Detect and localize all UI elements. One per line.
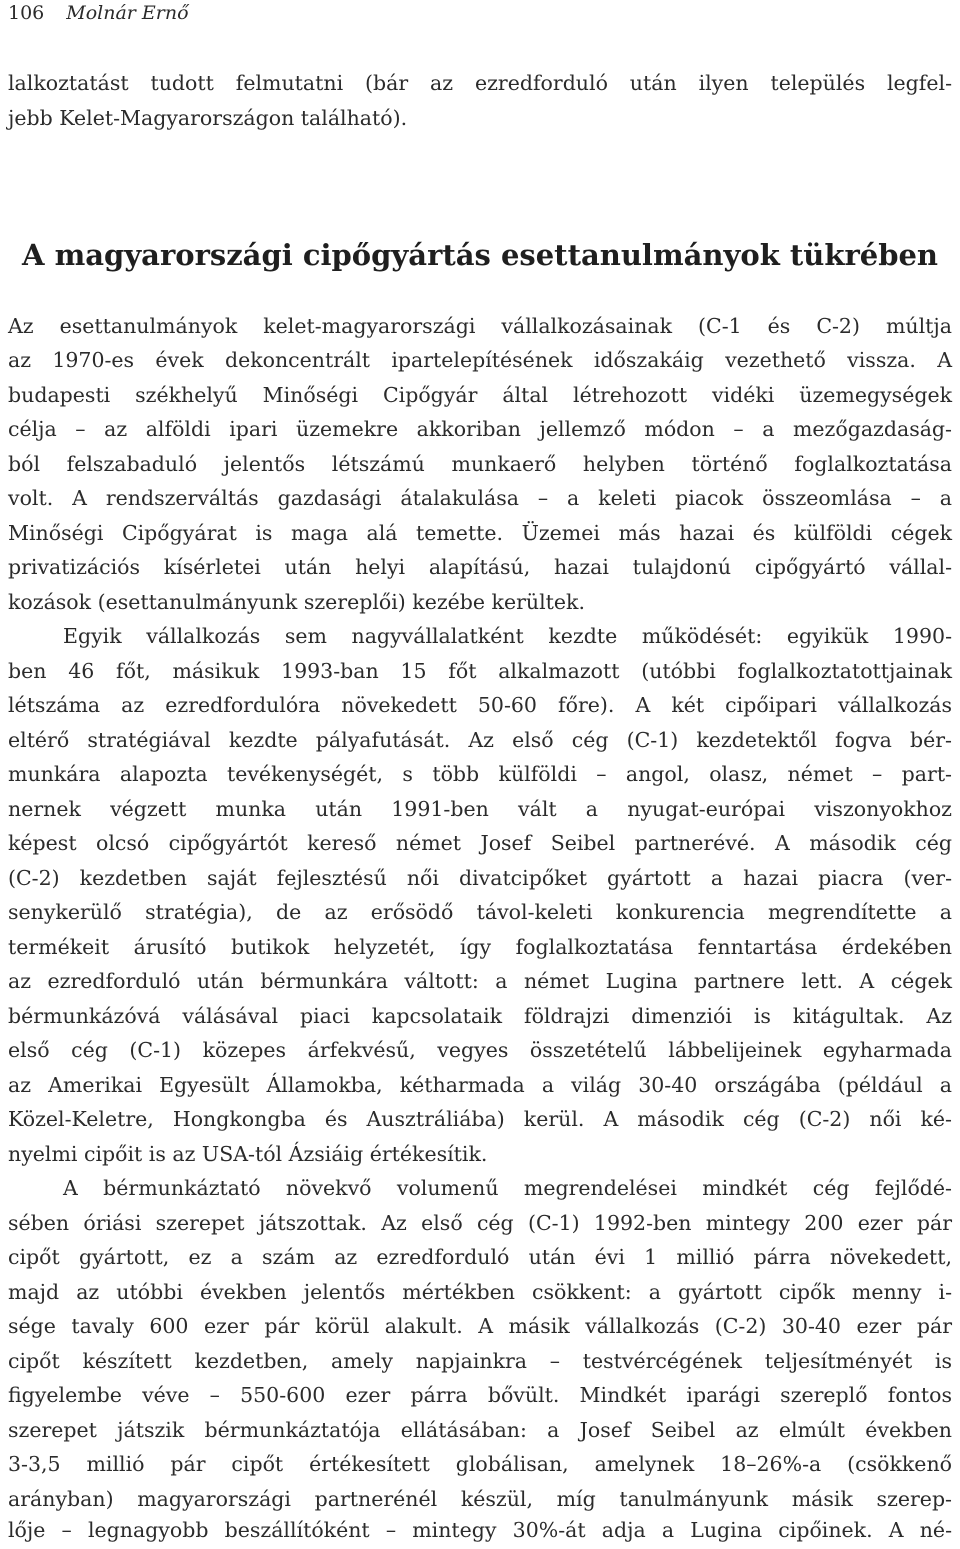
running-author: Molnár Ernő (66, 2, 189, 24)
text-line: szerepet játszik bérmunkáztatója ellátásában: a Josef Seibel az elmúlt években (8, 1418, 952, 1442)
text-line: nernek végzett munka után 1991-ben vált a nyugat-európai viszonyokhoz (8, 797, 952, 821)
running-header (8, 0, 189, 26)
text-line: sége tavaly 600 ezer pár körül alakult. A másik vállalkozás (C-2) 30-40 ezer pár (8, 1314, 952, 1338)
text-line: lője – legnagyobb beszállítóként – mintegy 30%-át adja a Lugina cipőinek. A né- (8, 1518, 952, 1542)
text-line: volt. A rendszerváltás gazdasági átalakulása – a keleti piacok összeomlása – a (8, 486, 952, 510)
text-line: (C-2) kezdetben saját fejlesztésű női divatcipőket gyártott a hazai piacra (ver- (8, 866, 952, 890)
text-line: első cég (C-1) közepes árfekvésű, vegyes összetételű lábbelijeinek egyharmada (8, 1038, 952, 1062)
text-line: létszáma az ezredfordulóra növekedett 50-60 főre). A két cipőipari vállalkozás (8, 693, 952, 717)
text-line: 3-3,5 millió pár cipőt értékesített globálisan, amelynek 18–26%-a (csökkenő (8, 1452, 952, 1476)
text-line: Közel-Keletre, Hongkongba és Ausztráliába) kerül. A második cég (C-2) női ké- (8, 1107, 952, 1131)
text-line: termékeit árusító butikok helyzetét, így foglalkoztatása fenntartása érdekében (8, 935, 952, 959)
text-line: sében óriási szerepet játszottak. Az első cég (C-1) 1992-ben mintegy 200 ezer pár (8, 1211, 952, 1235)
text-line: célja – az alföldi ipari üzemekre akkoriban jellemző módon – a mezőgazdaság- (8, 417, 952, 441)
text-line: ból felszabaduló jelentős létszámú munkaerő helyben történő foglalkoztatása (8, 452, 952, 476)
text-line: nyelmi cipőit is az USA-tól Ázsiáig értékesítik. (8, 1142, 488, 1166)
text-line: eltérő stratégiával kezdte pályafutását. Az első cég (C-1) kezdetektől fogva bér- (8, 728, 952, 752)
text-line: budapesti székhelyű Minőségi Cipőgyár által létrehozott vidéki üzemegységek (8, 383, 952, 407)
text-line: munkára alapozta tevékenységét, s több külföldi – angol, olasz, német – part- (8, 762, 952, 786)
text-line: az 1970-es évek dekoncentrált ipartelepítésének időszakáig vezethető vissza. A (8, 348, 952, 372)
text-line: privatizációs kísérletei után helyi alapítású, hazai tulajdonú cipőgyártó vállal- (8, 555, 952, 579)
text-line: Az esettanulmányok kelet-magyarországi vállalkozásainak (C-1 és C-2) múltja (8, 314, 952, 338)
text-line: senykerülő stratégia), de az erősödő távol-keleti konkurencia megrendítette a (8, 900, 952, 924)
text-line: majd az utóbbi években jelentős mértékben csökkent: a gyártott cipők menny i- (8, 1280, 952, 1304)
text-line: A bérmunkáztató növekvő volumenű megrendelései mindkét cég fejlődé- (63, 1176, 952, 1200)
text-line: bérmunkázóvá válásával piaci kapcsolataik földrajzi dimenziói is kitágultak. Az (8, 1004, 952, 1028)
page-number: 106 (8, 2, 45, 24)
text-line: az Amerikai Egyesült Államokba, kétharmada a világ 30-40 országába (például a (8, 1073, 952, 1097)
text-line: lalkoztatást tudott felmutatni (bár az ezredforduló után ilyen település legfel- (8, 71, 952, 95)
text-line: figyelembe véve – 550-600 ezer párra bővült. Mindkét iparági szereplő fontos (8, 1383, 952, 1407)
text-line: ben 46 főt, másikuk 1993-ban 15 főt alkalmazott (utóbbi foglalkoztatottjainak (8, 659, 952, 683)
text-line: kozások (esettanulmányunk szereplői) kezébe kerültek. (8, 590, 585, 614)
text-line: jebb Kelet-Magyarországon található). (8, 106, 408, 130)
text-line: arányban) magyarországi partnerénél készül, míg tanulmányunk másik szerep- (8, 1487, 952, 1511)
text-line: cipőt gyártott, ez a szám az ezredforduló után évi 1 millió párra növekedett, (8, 1245, 952, 1269)
text-line: Minőségi Cipőgyárat is maga alá temette. Üzemei más hazai és külföldi cégek (8, 521, 952, 545)
section-heading: A magyarországi cipőgyártás esettanulmányok tükrében (21, 238, 939, 272)
text-line: cipőt készített kezdetben, amely napjainkra – testvércégének teljesítményét is (8, 1349, 952, 1373)
text-line: Egyik vállalkozás sem nagyvállalatként kezdte működését: egyikük 1990- (63, 624, 952, 648)
text-line: az ezredforduló után bérmunkára váltott: a német Lugina partnere lett. A cégek (8, 969, 952, 993)
text-line: képest olcsó cipőgyártót kereső német Josef Seibel partnerévé. A második cég (8, 831, 952, 855)
